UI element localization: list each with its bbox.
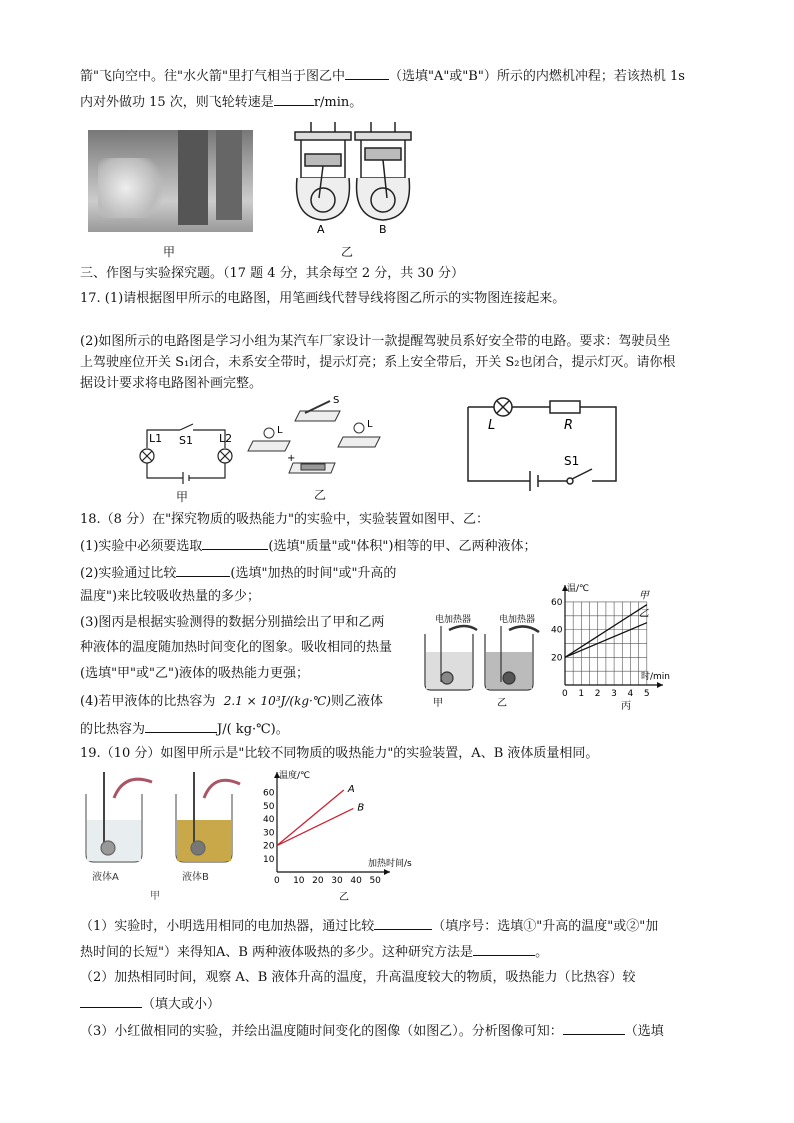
y-tick-label: 30 (263, 828, 275, 839)
label-resistor-R: R (564, 418, 574, 433)
answer-blank[interactable] (563, 1021, 625, 1035)
label-L: L (367, 419, 373, 430)
person-legs (216, 130, 242, 220)
answer-blank[interactable] (202, 536, 268, 550)
chart-bing (545, 575, 695, 715)
x-axis-label: 时/min (641, 672, 671, 682)
q18-text: (2)实验通过比较 (80, 566, 177, 581)
x-tick-label: 40 (350, 876, 362, 886)
heater-label: 电加热器 (435, 615, 472, 625)
q17-part1: 17. (1)请根据图甲所示的电路图，用笔画线代替导线将图乙所示的实物图连接起来。 (80, 291, 566, 306)
answer-blank[interactable] (374, 916, 432, 930)
y-tick-label: 20 (551, 653, 563, 664)
q16-text: 内对外做功 15 次，则飞轮转速是 (80, 95, 274, 110)
q19-s3 (80, 1021, 664, 1041)
answer-blank[interactable] (80, 994, 142, 1008)
bulb-base-left (248, 441, 290, 451)
physical-components-yi (245, 393, 385, 483)
label-L1: L1 (149, 432, 163, 445)
x-tick-label: 2 (594, 689, 601, 699)
label-L2: L2 (219, 432, 233, 445)
engine-A (295, 122, 351, 220)
x-tick-label: 20 (312, 876, 324, 886)
q18-s2 (80, 563, 396, 583)
q19-text: （填序号：选填①"升高的温度"或②"加 (432, 919, 659, 934)
fig-caption-jia: 甲 (163, 245, 176, 259)
engine-diagram (283, 118, 418, 238)
q19-text: （3）小红做相同的实验，并绘出温度随时间变化的图像（如图乙）。分析图像可知： (80, 1024, 563, 1039)
q19-title: 19.（10 分）如图甲所示是"比较不同物质的吸热能力"的实验装置，A、B 液体质量相同。 (80, 746, 599, 761)
label-S: S (333, 395, 340, 406)
y-axis-label: 温度/℃ (279, 771, 311, 781)
q18-text: (4)若甲液体的比热容为 (80, 694, 216, 709)
label-liquid-A: 液体A (92, 872, 119, 883)
answer-blank[interactable] (145, 719, 217, 733)
answer-blank[interactable] (176, 563, 230, 577)
answer-blank[interactable] (274, 92, 314, 106)
heater-label: 电加热器 (499, 615, 536, 625)
x-axis-arrow (657, 682, 663, 688)
label-L: L (277, 425, 283, 436)
engine-label-A: A (317, 223, 325, 236)
x-tick-label: 30 (331, 876, 343, 886)
q16-text: （选填"A"或"B"）所示的内燃机冲程；若该热机 1s (388, 69, 685, 84)
circuit-diagram-jia (135, 420, 240, 490)
q17-part2: 据设计要求将电路图补画完整。 (80, 376, 263, 391)
q19-s1 (80, 916, 658, 936)
water-rocket-photo (88, 130, 253, 232)
q19-s1-cont (80, 942, 548, 962)
label-switch-S1: S1 (564, 454, 580, 468)
label-lamp-L: L (488, 418, 496, 433)
q18-s3: (选填"甲"或"乙")液体的吸热能力更强； (80, 666, 310, 681)
bulb-base-right (338, 437, 380, 447)
q18-title: 18.（8 分）在"探究物质的吸热能力"的实验中，实验装置如图甲、乙： (80, 512, 490, 527)
fig-caption-yi: 乙 (341, 245, 354, 259)
q18-text: (选填"质量"或"体积")相等的甲、乙两种液体； (268, 539, 537, 554)
fig-caption-jia: 甲 (176, 490, 189, 504)
series-label: 甲 (638, 590, 649, 602)
fig-caption-jia: 甲 (433, 698, 443, 709)
y-tick-label: 50 (263, 801, 275, 812)
switch-base (295, 411, 340, 421)
q18-s4 (80, 692, 383, 711)
x-tick-label: 0 (274, 876, 280, 886)
answer-blank[interactable] (345, 66, 389, 80)
q19-text: （选填 (624, 1024, 664, 1039)
q18-s4-cont (80, 719, 289, 739)
y-tick-label: 40 (551, 625, 563, 636)
seatbelt-circuit (462, 395, 622, 495)
q18-text: 则乙液体 (330, 694, 383, 709)
q17-part2: 上驾驶座位开关 S₁闭合，未系安全带时，提示灯亮；系上安全带后，开关 S₂也闭合，提示灯灭。请你根 (80, 355, 676, 370)
q18-text: 的比热容为 (80, 722, 146, 737)
fig-caption-yi: 乙 (314, 488, 327, 502)
q16-line2 (80, 92, 362, 112)
x-tick-label: 10 (293, 876, 305, 886)
q18-s3: (3)图丙是根据实验测得的数据分别描绘出了甲和乙两 (80, 615, 385, 630)
q18-text: (选填"加热的时间"或"升高的 (230, 566, 397, 581)
fig-caption-jia: 甲 (150, 891, 160, 902)
q18-s3: 种液体的温度随加热时间变化的图象。吸收相同的热量 (80, 640, 393, 655)
q18-beakers (415, 612, 560, 712)
x-axis-arrow (384, 869, 390, 875)
series-label: B (357, 802, 365, 814)
y-axis-label: 温/℃ (567, 584, 590, 594)
label-S1: S1 (179, 434, 193, 447)
fig-caption-bing: 丙 (621, 701, 631, 712)
fig-caption-yi: 乙 (339, 892, 349, 903)
fig-caption-yi: 乙 (497, 698, 507, 709)
q16-line1 (80, 66, 685, 86)
x-tick-label: 0 (562, 689, 568, 699)
x-tick-label: 5 (643, 689, 650, 699)
person-legs (178, 130, 208, 225)
y-tick-label: 40 (263, 815, 275, 826)
q18-text: J/( kg·℃)。 (217, 722, 289, 737)
x-axis-label: 加热时间/s (368, 859, 412, 869)
q19-text: （填大或小） (142, 997, 221, 1012)
answer-blank[interactable] (473, 942, 535, 956)
q19-s2-cont (80, 994, 220, 1014)
q19-text: 。 (535, 945, 549, 960)
q19-text: 热时间的长短"）来得知A、B 两种液体吸热的多少。这种研究方法是 (80, 945, 474, 960)
y-tick-label: 60 (551, 597, 563, 608)
y-tick-label: 10 (263, 854, 275, 865)
x-tick-label: 3 (611, 689, 617, 699)
y-tick-label: 20 (263, 841, 275, 852)
q18-s2-cont: 温度")来比较吸收热量的多少； (80, 589, 261, 604)
x-tick-label: 50 (369, 876, 381, 886)
x-tick-label: 4 (627, 689, 634, 699)
chart-yi (255, 770, 435, 905)
spray-cloud (98, 158, 168, 218)
x-tick-label: 1 (578, 689, 585, 699)
section-heading: 三、作图与实验探究题。（17 题 4 分，其余每空 2 分，共 30 分） (80, 266, 465, 281)
q18-s1 (80, 536, 536, 556)
q19-text: （1）实验时，小明选用相同的电加热器，通过比较 (80, 919, 375, 934)
series-label: 乙 (638, 608, 649, 620)
q16-text: r/min。 (313, 95, 363, 110)
engine-B (355, 122, 411, 220)
q18-text: (1)实验中必须要选取 (80, 539, 203, 554)
engine-label-B: B (379, 223, 387, 236)
specific-heat-value: 2.1 × 10³J/(kg·℃) (223, 694, 331, 708)
label-plus: + (287, 453, 296, 464)
series-label: A (347, 783, 355, 795)
label-liquid-B: 液体B (182, 872, 209, 883)
q16-text: 箭"飞向空中。往"水火箭"里打气相当于图乙中 (80, 69, 345, 84)
q19-s2: （2）加热相同时间，观察 A、B 液体升高的温度，升高温度较大的物质，吸热能力（比热容）较 (80, 970, 636, 985)
q17-part2: (2)如图所示的电路图是学习小组为某汽车厂家设计一款提醒驾驶员系好安全带的电路。要求：驾驶员坐 (80, 334, 671, 349)
q19-beakers (80, 772, 250, 902)
y-tick-label: 60 (263, 788, 275, 799)
